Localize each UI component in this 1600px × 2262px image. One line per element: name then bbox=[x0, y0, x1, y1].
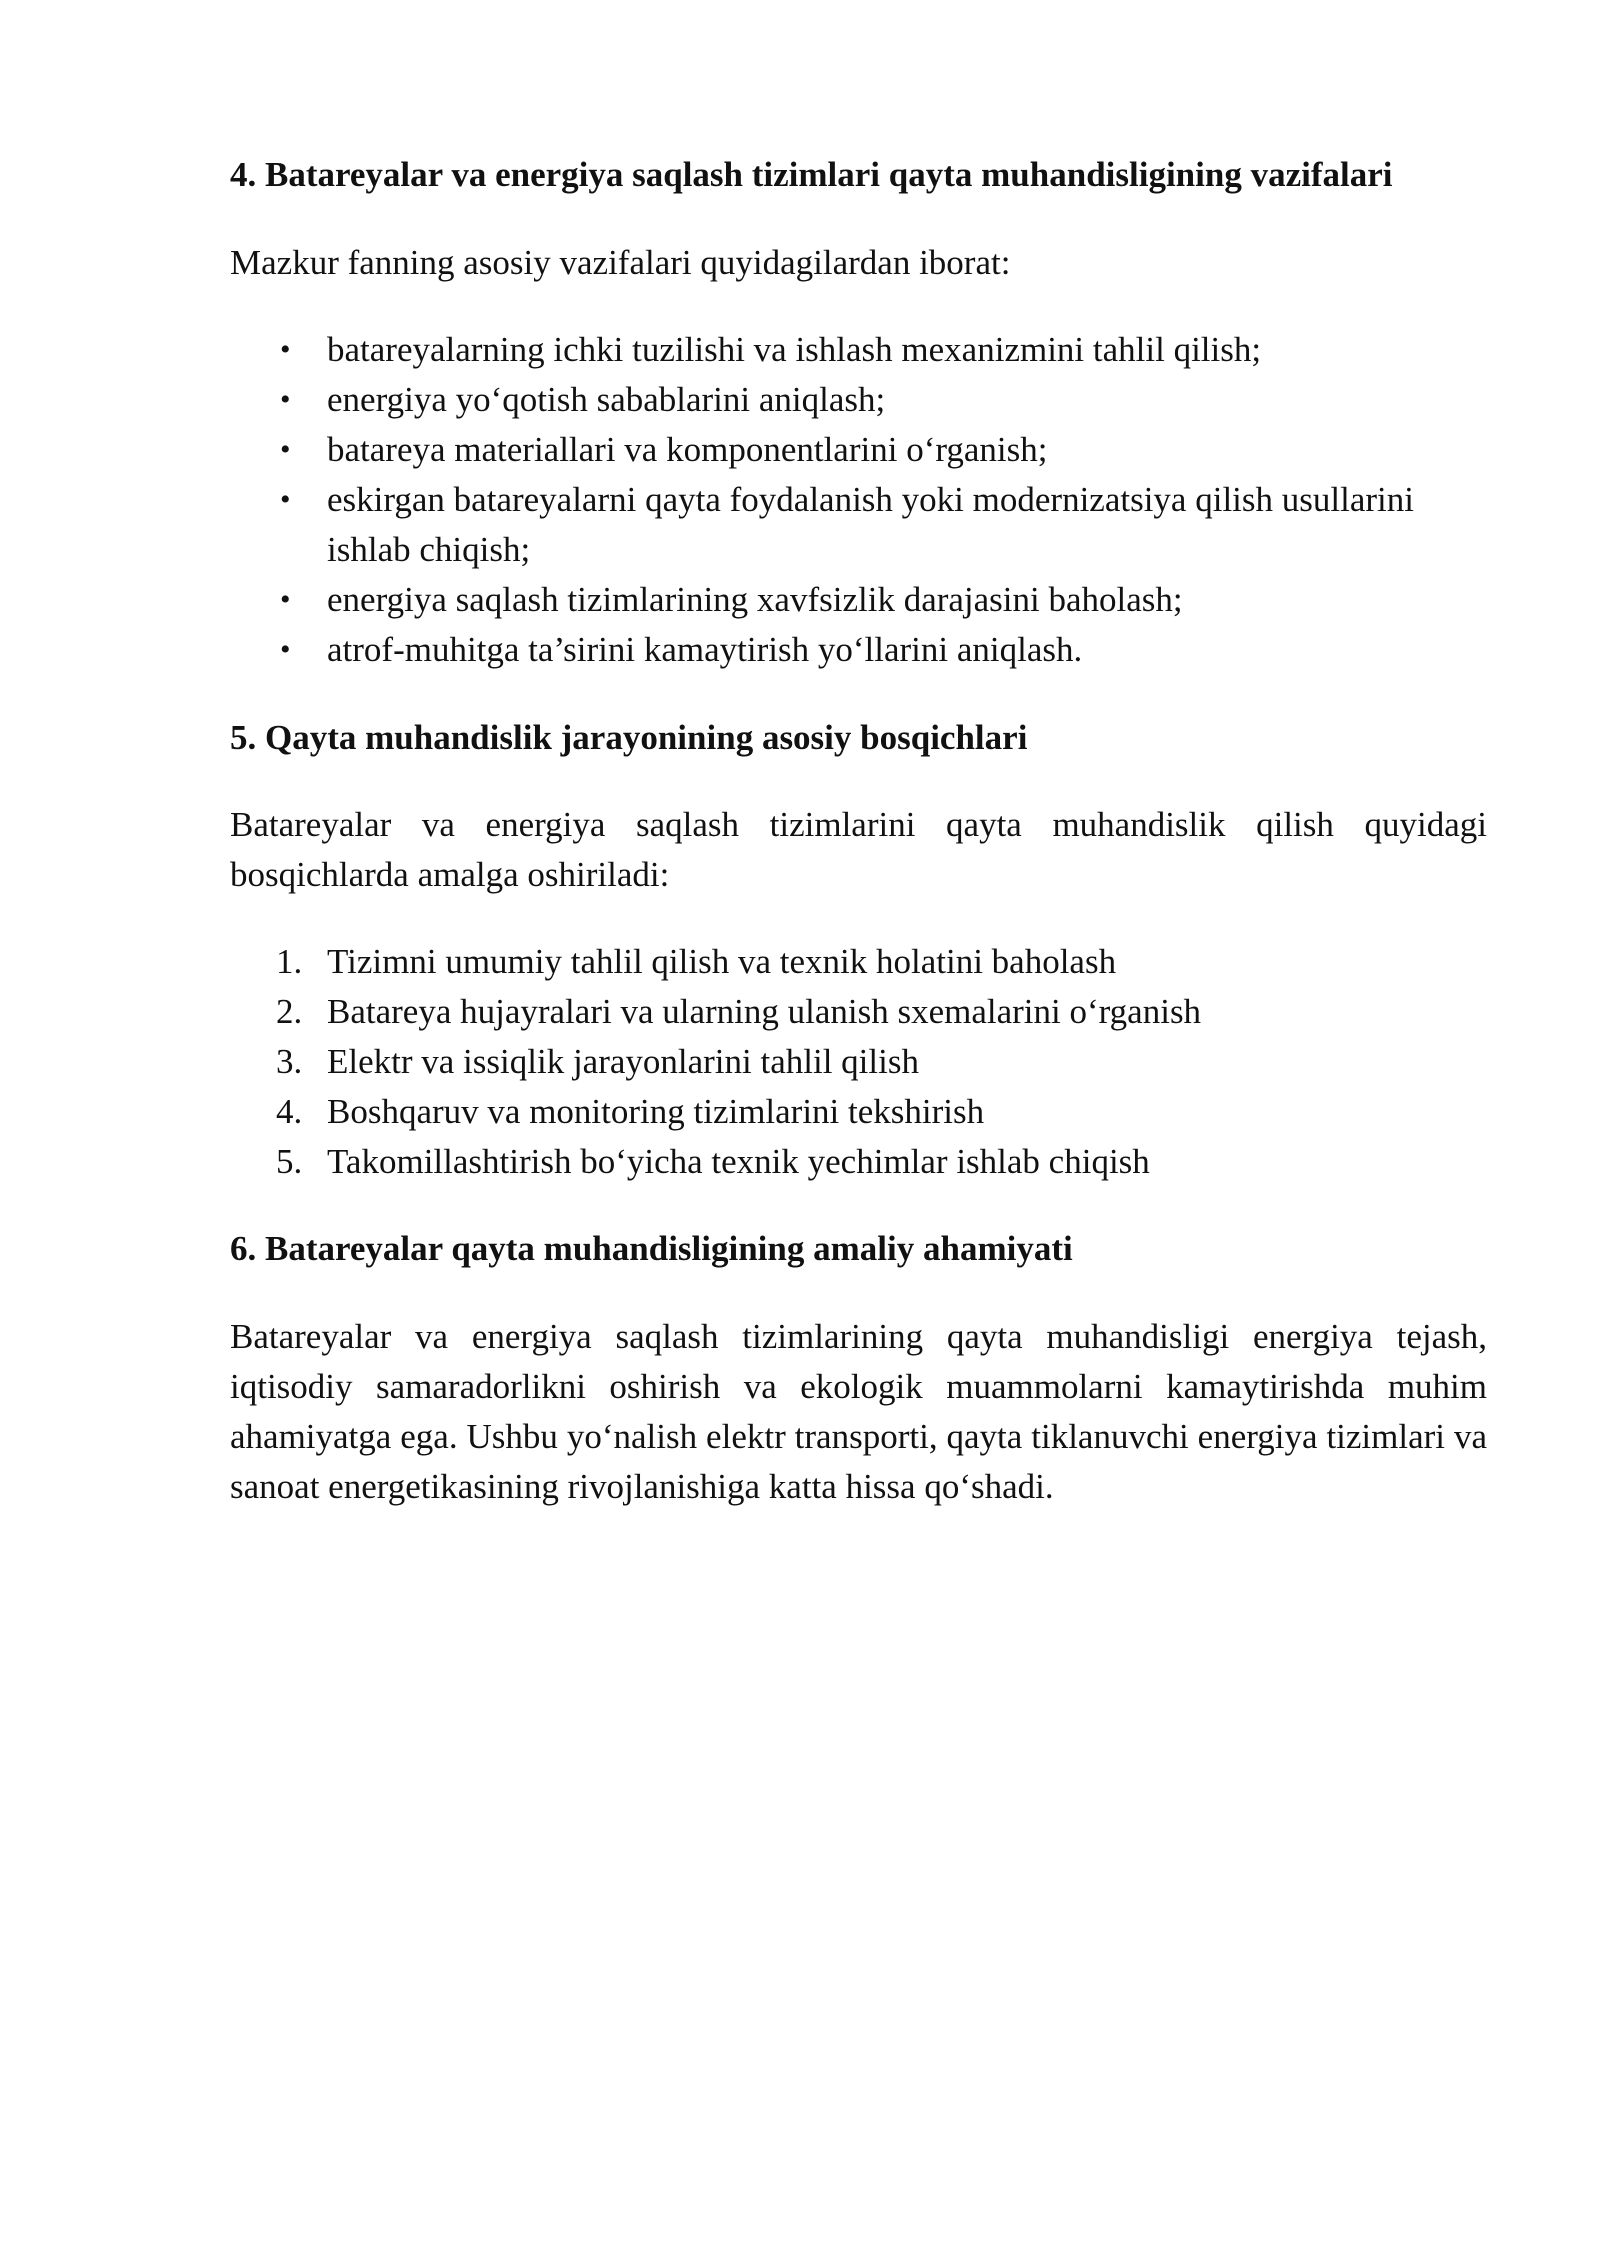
step-number: 3. bbox=[276, 1042, 303, 1081]
section-4-heading: 4. Batareyalar va energiya saqlash tizimlari qayta muhandisligining vazifalari bbox=[230, 155, 1393, 194]
step-text: Boshqaruv va monitoring tizimlarini tekshirish bbox=[327, 1092, 985, 1131]
section-4-task-list bbox=[230, 325, 1487, 675]
step-text: Takomillashtirish bo‘yicha texnik yechimlar ishlab chiqish bbox=[327, 1142, 1150, 1181]
section-5-intro: Batareyalar va energiya saqlash tizimlarini qayta muhandislik qilish quyidagi bosqichlarda amalga oshiriladi: bbox=[230, 805, 1487, 894]
list-item: • energiya saqlash tizimlarining xavfsizlik darajasini baholash; bbox=[230, 575, 1487, 625]
list-item: • batareyalarning ichki tuzilishi va ishlash mexanizmini tahlil qilish; bbox=[230, 325, 1487, 375]
section-4-intro: Mazkur fanning asosiy vazifalari quyidagilardan iborat: bbox=[230, 243, 1011, 282]
list-item: • atrof-muhitga ta’sirini kamaytirish yo‘llarini aniqlash. bbox=[230, 625, 1487, 675]
list-item bbox=[230, 987, 1487, 1037]
section-6-heading: 6. Batareyalar qayta muhandisligining amaliy ahamiyati bbox=[230, 1229, 1073, 1268]
list-item bbox=[230, 1137, 1487, 1187]
step-number: 5. bbox=[276, 1142, 303, 1181]
step-number: 1. bbox=[276, 942, 303, 981]
step-text: Elektr va issiqlik jarayonlarini tahlil qilish bbox=[327, 1042, 919, 1081]
list-item: • eskirgan batareyalarni qayta foydalanish yoki modernizatsiya qilish usullarini ishlab chiqish; bbox=[230, 475, 1487, 575]
list-item bbox=[230, 937, 1487, 987]
list-item: • batareya materiallari va komponentlarini o‘rganish; bbox=[230, 425, 1487, 475]
section-6-body: Batareyalar va energiya saqlash tizimlarining qayta muhandisligi energiya tejash, iqtisodiy samaradorlikni oshirish va ekologik muammolarni kamaytirishda muhim ahamiyatga ega. Ushbu yo‘nalish elektr transporti, qayta tiklanuvchi energiya tizimlari va sanoat energetikasining rivojlanishiga katta hissa qo‘shadi. bbox=[230, 1317, 1487, 1506]
list-item bbox=[230, 1037, 1487, 1087]
section-5-heading: 5. Qayta muhandislik jarayonining asosiy bosqichlari bbox=[230, 718, 1028, 757]
list-item bbox=[230, 1087, 1487, 1137]
list-item: • energiya yo‘qotish sabablarini aniqlash; bbox=[230, 375, 1487, 425]
step-text: Tizimni umumiy tahlil qilish va texnik holatini baholash bbox=[327, 942, 1117, 981]
step-text: Batareya hujayralari va ularning ulanish sxemalarini o‘rganish bbox=[327, 992, 1202, 1031]
step-number: 2. bbox=[276, 992, 303, 1031]
section-5-step-list bbox=[230, 937, 1487, 1187]
step-number: 4. bbox=[276, 1092, 303, 1131]
